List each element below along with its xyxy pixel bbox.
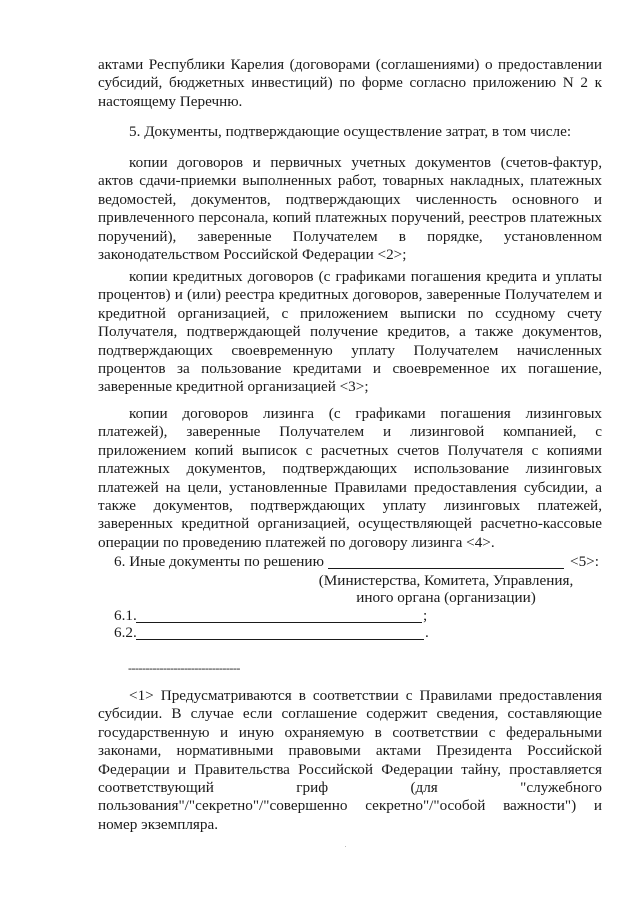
scan-speck bbox=[345, 846, 346, 847]
paragraph-continuation: актами Республики Карелия (договорами (соглашениями) о предоставлении субсидий, бюджетных инвестиций) по форме согласно приложению N 2 к настоящему Перечню. bbox=[98, 56, 602, 110]
paragraph-5-item-leasing: копии договоров лизинга (с графиками погашения лизинговых платежей), заверенные Получателем и лизинговой компанией, с приложением копий выписок с расчетных счетов Получателя с копиями платежных документов, подтверждающих использование лизинговых платежей на цели, установленные Правилами предоставления субсидии, а также документов, подтверждающих уплату лизинговых платежей, заверенных кредитной организацией, осуществляющей расчетно-кассовые операции по проведению платежей по договору лизинга <4>. bbox=[98, 405, 602, 551]
item-6-2-end: . bbox=[425, 624, 429, 641]
paragraph-5-item-contracts: копии договоров и первичных учетных документов (счетов-фактур, актов сдачи-приемки выполненных работ, товарных накладных, платежных ведомостей, документов, подтверждающих численность основного и привлеченного персонала, копий платежных поручений, реестров платежных поручений), заверенные Получателем в порядке, установленном законодательством Российской Федерации <2>; bbox=[98, 154, 602, 264]
decision-body-blank-line bbox=[328, 568, 564, 569]
item-6-2-blank-line bbox=[136, 639, 424, 640]
footnote-1: <1> Предусматриваются в соответствии с Правилами предоставления субсидии. В случае если соглашение содержит сведения, составляющие государственную и иную охраняемую в соответствии с федеральными законами, нормативными правовыми актами Президента Российской Федерации и Правительства Российской Федерации тайну, проставляется соответствующий гриф (для "служебного пользования"/"секретно"/"совершенно секретно"/"особой важности") и номер экземпляра. bbox=[98, 687, 602, 833]
item-6-1-end: ; bbox=[423, 607, 428, 624]
item-6-2-label: 6.2. bbox=[114, 624, 137, 641]
footnote-separator: -------------------------------- bbox=[128, 661, 240, 675]
paragraph-6-label: 6. Иные документы по решению bbox=[114, 553, 324, 570]
footnote-ref-5: <5>: bbox=[570, 553, 599, 570]
paragraph-5-heading: 5. Документы, подтверждающие осуществление затрат, в том числе: bbox=[129, 123, 572, 140]
blank-caption-line-1: (Министерства, Комитета, Управления, bbox=[318, 572, 574, 589]
item-6-1-label: 6.1. bbox=[114, 607, 137, 624]
blank-caption-line-2: иного органа (организации) bbox=[356, 589, 536, 606]
item-6-1-blank-line bbox=[136, 622, 422, 623]
paragraph-5-item-credits: копии кредитных договоров (с графиками погашения кредита и уплаты процентов) и (или) реестра кредитных договоров, заверенные Получателем и кредитной организацией, с приложением выписки по ссудному счету Получателя, подтверждающей получение кредитов, а также документов, подтверждающих своевременную уплату Получателем начисленных процентов за пользование кредитами и своевременное их погашение, заверенные кредитной организацией <3>; bbox=[98, 268, 602, 396]
